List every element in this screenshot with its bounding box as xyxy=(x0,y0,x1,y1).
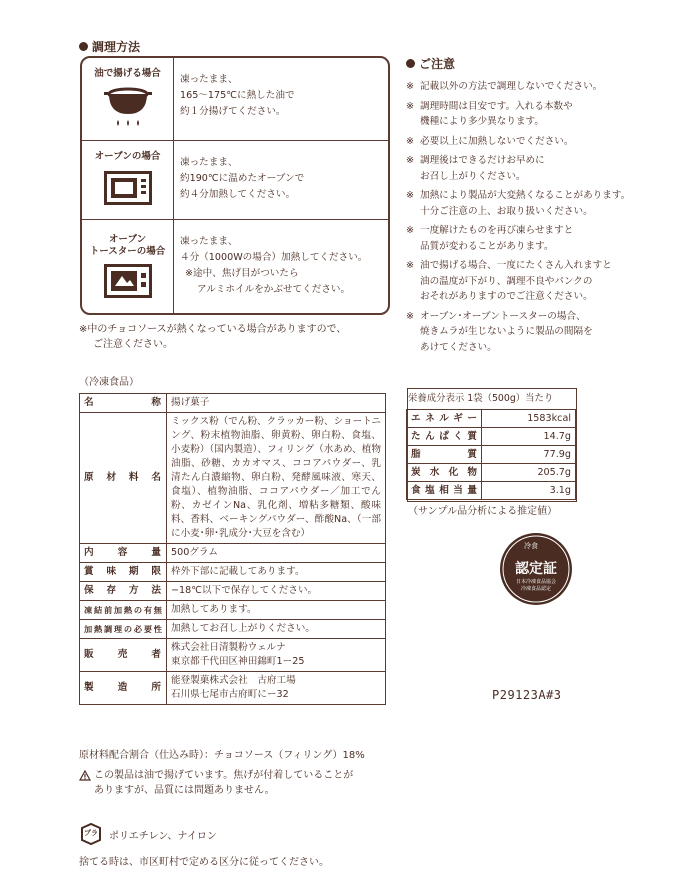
plastic-recycle-icon: プラ xyxy=(79,822,103,846)
caution-item: ※ 必要以上に加熱しないでください。 xyxy=(406,135,574,147)
caution-item: ※ 加熱により製品が大変熱くなることがあります。 十分ご注意の上、お取り扱いください。 xyxy=(406,190,631,217)
cooking-footnote: ※中のチョコソースが熱くなっている場合がありますので、 ご注意ください。 xyxy=(79,324,347,350)
recycle-material: ポリエチレン、ナイロン xyxy=(109,831,217,842)
nutrition-header: 栄養成分表示 1袋（500g）当たり xyxy=(408,393,554,404)
method-instructions: 凍ったまま、 約190℃に温めたオーブンで 約４分加熱してください。 xyxy=(180,157,305,200)
warning-icon xyxy=(79,770,91,781)
oven-icon xyxy=(104,171,152,205)
cooking-row-toaster xyxy=(82,220,388,315)
caution-item: ※ 記載以外の方法で調理しないでください。 xyxy=(406,81,603,92)
table-row: 食塩相当量 3.1g xyxy=(407,482,576,500)
table-row: 原材料名 ミックス粉（でん粉、クラッカー粉、ショートニング、粉末植物油脂、卵黄粉、卵白粉、食塩、小麦粉）（国内製造）、フィリング（水あめ、植物油脂、砂糖、カカオマス、ココアパウダー、乳清たん白濃縮物、卵白粉、発酵風味液、寒天、食塩）、植物油脂、ココアパウダー／加工でん粉、カゼインNa、乳化剤、増粘多糖類、酸味料、香料、ベーキングパウダー、酢酸Na、（一部に小麦･卵･乳成分･大豆を含む） xyxy=(80,413,386,544)
caution-item: ※ 一度解けたものを再び凍らせますと 品質が変わることがあります。 xyxy=(406,225,574,252)
method-instructions: 凍ったまま、 165～175℃に熱した油で 約１分揚げてください。 xyxy=(180,74,295,117)
table-row: 保存方法 −18℃以下で保存してください。 xyxy=(80,582,386,601)
cooking-box xyxy=(80,56,390,315)
cooking-row-oven xyxy=(82,141,388,220)
table-row: 炭水化物 205.7g xyxy=(407,464,576,482)
method-instructions: 凍ったまま、 ４分（1000Wの場合）加熱してください。 ※途中、焦げ目がついたら アルミホイルをかぶせてください。 xyxy=(180,236,368,295)
table-row: エネルギー 1583kcal xyxy=(407,410,576,428)
caution-item: ※ 調理時間は目安です。入れる本数や 機種により多少異なります。 xyxy=(406,100,573,127)
table-row: たんぱく質 14.7g xyxy=(407,428,576,446)
frying-pot-icon xyxy=(103,84,153,130)
ratio-text: 原材料配合割合（仕込み時）：チョコソース（フィリング）18% xyxy=(79,750,365,761)
table-row: 脂質 77.9g xyxy=(407,446,576,464)
table-row: 内容量 500グラム xyxy=(80,544,386,563)
table-row: 加熱調理の必要性 加熱してお召し上がりください。 xyxy=(80,620,386,639)
nutrition-note: （サンプル品分析による推定値） xyxy=(408,506,558,517)
caution-list xyxy=(406,79,694,359)
product-info-table xyxy=(79,393,386,705)
cooking-row-fry xyxy=(82,58,388,141)
disposal-text: 捨てる時は、市区町村で定める区分に従ってください。 xyxy=(79,857,329,868)
caution-title: ご注意 xyxy=(406,55,455,72)
method-label: オーブンの場合 xyxy=(94,151,161,162)
caution-item: ※ 油で揚げる場合、一度にたくさん入れますと 油の温度が下がり、調理不良やパンクの おそれがありますのでご注意ください。 xyxy=(406,260,612,302)
toaster-icon xyxy=(104,264,152,298)
method-label: 油で揚げる場合 xyxy=(94,68,161,79)
caution-item: ※ 調理後はできるだけお早めに お召し上がりください。 xyxy=(406,155,545,182)
caution-item: ※ オーブン･オーブントースターの場合、 焼きムラが生じないように製品の間隔を あけてください。 xyxy=(406,310,593,353)
table-row: 製造所 能登製菓株式会社 古府工場 石川県七尾市古府町にー32 xyxy=(80,672,386,705)
table-row: 凍結前加熱の有無 加熱してあります。 xyxy=(80,601,386,620)
nutrition-table xyxy=(406,409,576,500)
table-row: 名称 揚げ菓子 xyxy=(80,394,386,413)
certification-seal: 冷食 認定証 日本冷凍食品協会 冷凍食品認定 xyxy=(498,531,574,607)
lot-code: P29123A#3 xyxy=(492,688,562,702)
cooking-title: 調理方法 xyxy=(79,38,140,55)
frozen-food-label: （冷凍食品） xyxy=(79,377,139,388)
table-row: 販売者 株式会社日清製粉ウェルナ 東京都千代田区神田錦町1ー25 xyxy=(80,639,386,672)
oil-notice: この製品は油で揚げています。焦げが付着していることが ありますが、品質には問題ありません。 xyxy=(79,768,409,798)
table-row: 賞味期限 枠外下部に記載してあります。 xyxy=(80,563,386,582)
method-label: オーブン トースターの場合 xyxy=(89,234,166,257)
